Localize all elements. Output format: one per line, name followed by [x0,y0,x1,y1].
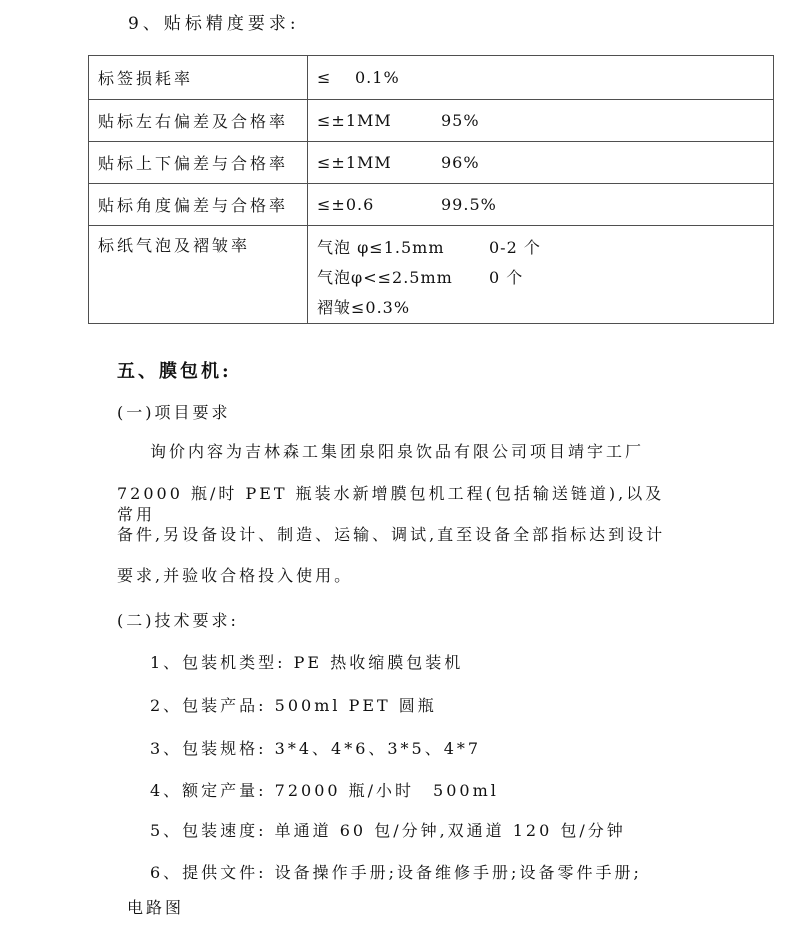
section9-heading: 9、贴标精度要求: [128,14,300,34]
rate-value: 99.5% [441,195,497,214]
row-value [308,184,774,226]
rate-value: 0 个 [489,268,524,287]
section5-sub1-heading: (一)项目要求 [117,403,231,422]
tech-requirement-item: 6、提供文件: 设备操作手册;设备维修手册;设备零件手册; [150,863,642,882]
row-value [308,226,774,324]
paragraph-line: 要求,并验收合格投入使用。 [117,566,354,585]
rate-value: 0.1% [355,68,400,87]
row-value [308,142,774,184]
spec-value: ≤ [317,68,332,87]
row-value [308,100,774,142]
tech-requirement-item: 2、包装产品: 500ml PET 圆瓶 [150,696,437,715]
tech-requirement-item: 3、包装规格: 3*4、4*6、3*5、4*7 [150,739,482,758]
section5-heading: 五、膜包机: [117,361,232,382]
table-row [89,56,774,100]
table-row [89,142,774,184]
spec-value: 气泡φ<≤2.5mm [317,268,453,287]
row-label: 贴标左右偏差及合格率 [89,100,308,142]
spec-value: ≤±0.6 [317,195,375,214]
value-line [317,233,769,263]
paragraph-line: 询价内容为吉林森工集团泉阳泉饮品有限公司项目靖宇工厂 [150,442,645,461]
row-value [308,56,774,100]
rate-value: 96% [441,153,480,172]
spec-value: ≤±1MM [317,111,392,130]
row-label: 贴标角度偏差与合格率 [89,184,308,226]
rate-value: 95% [441,111,480,130]
value-line [317,293,769,323]
row-label: 标纸气泡及褶皱率 [89,226,308,324]
spec-value: 气泡 φ≤1.5mm [317,238,445,257]
trailing-line: 电路图 [127,898,185,917]
tech-requirement-item: 1、包装机类型: PE 热收缩膜包装机 [150,653,464,672]
spec-value: 褶皱≤0.3% [317,298,411,317]
rate-value: 0-2 个 [489,238,541,257]
value-line [317,263,769,293]
precision-table [88,55,774,324]
spec-value: ≤±1MM [317,153,392,172]
table-row [89,226,774,324]
section5-sub2-heading: (二)技术要求: [117,611,239,630]
paragraph-line: 72000 瓶/时 PET 瓶装水新增膜包机工程(包括输送链道),以及常用 [117,484,665,524]
tech-requirement-item: 5、包装速度: 单通道 60 包/分钟,双通道 120 包/分钟 [150,821,626,840]
row-label: 贴标上下偏差与合格率 [89,142,308,184]
row-label: 标签损耗率 [89,56,308,100]
tech-requirement-item: 4、额定产量: 72000 瓶/小时 500ml [150,781,499,800]
table-row [89,100,774,142]
table-row [89,184,774,226]
paragraph-line: 备件,另设备设计、制造、运输、调试,直至设备全部指标达到设计 [117,525,666,544]
